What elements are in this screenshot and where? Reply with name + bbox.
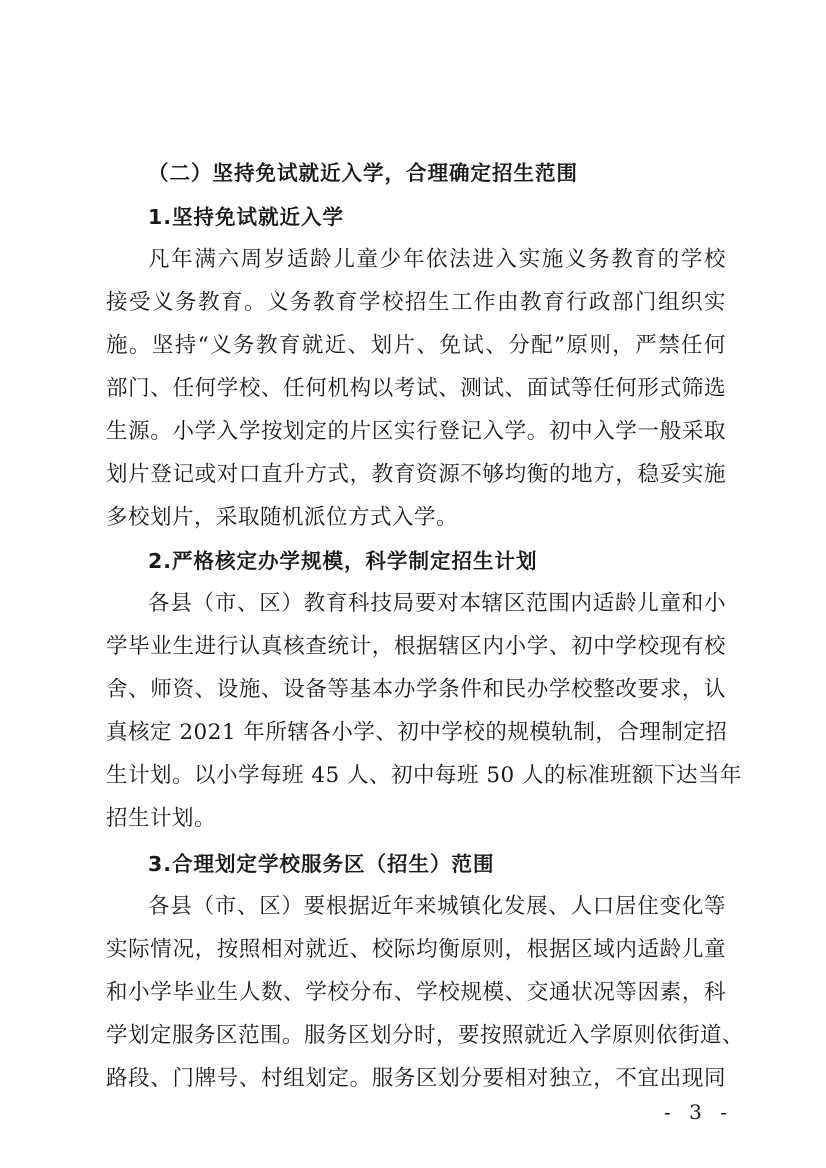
item2-line: 学毕业生进行认真核查统计，根据辖区内小学、初中学校现有校 xyxy=(106,634,726,659)
item1-line: 施。坚持“义务教育就近、划片、免试、分配”原则，严禁任何 xyxy=(106,333,726,358)
item2-line: 招生计划。 xyxy=(106,806,217,831)
item2-title: 2.严格核定办学规模，科学制定招生计划 xyxy=(148,549,538,573)
item3-line: 学划定服务区范围。服务区划分时，要按照就近入学原则依街道、 xyxy=(106,1023,745,1048)
item3-line: 实际情况，按照相对就近、校际均衡原则，根据区域内适龄儿童 xyxy=(106,937,726,962)
item1-line: 生源。小学入学按划定的片区实行登记入学。初中入学一般采取 xyxy=(106,419,726,444)
item1-title: 1.坚持免试就近入学 xyxy=(148,205,345,229)
item3-line: 各县（市、区）要根据近年来城镇化发展、人口居住变化等 xyxy=(148,894,726,919)
item1-line: 接受义务教育。义务教育学校招生工作由教育行政部门组织实 xyxy=(106,290,726,315)
item1-line: 多校划片，采取随机派位方式入学。 xyxy=(106,505,459,530)
section-heading: （二）坚持免试就近入学，合理确定招生范围 xyxy=(148,161,578,185)
item3-line: 路段、门牌号、村组划定。服务区划分要相对独立，不宜出现同 xyxy=(106,1066,726,1091)
item2-line: 舍、师资、设施、设备等基本办学条件和民办学校整改要求，认 xyxy=(106,677,726,702)
item2-line: 各县（市、区）教育科技局要对本辖区范围内适龄儿童和小 xyxy=(148,591,726,616)
item1-line: 部门、任何学校、任何机构以考试、测试、面试等任何形式筛选 xyxy=(106,376,726,401)
item1-line: 划片登记或对口直升方式，教育资源不够均衡的地方，稳妥实施 xyxy=(106,462,726,487)
item2-line: 生计划。以小学每班 45 人、初中每班 50 人的标准班额下达当年 xyxy=(106,763,743,788)
item1-line: 凡年满六周岁适龄儿童少年依法进入实施义务教育的学校 xyxy=(148,247,726,272)
item2-line: 真核定 2021 年所辖各小学、初中学校的规模轨制，合理制定招 xyxy=(106,720,728,745)
page-number: - 3 - xyxy=(664,1100,733,1124)
item3-title: 3.合理划定学校服务区（招生）范围 xyxy=(148,852,495,876)
item3-line: 和小学毕业生人数、学校分布、学校规模、交通状况等因素，科 xyxy=(106,980,726,1005)
